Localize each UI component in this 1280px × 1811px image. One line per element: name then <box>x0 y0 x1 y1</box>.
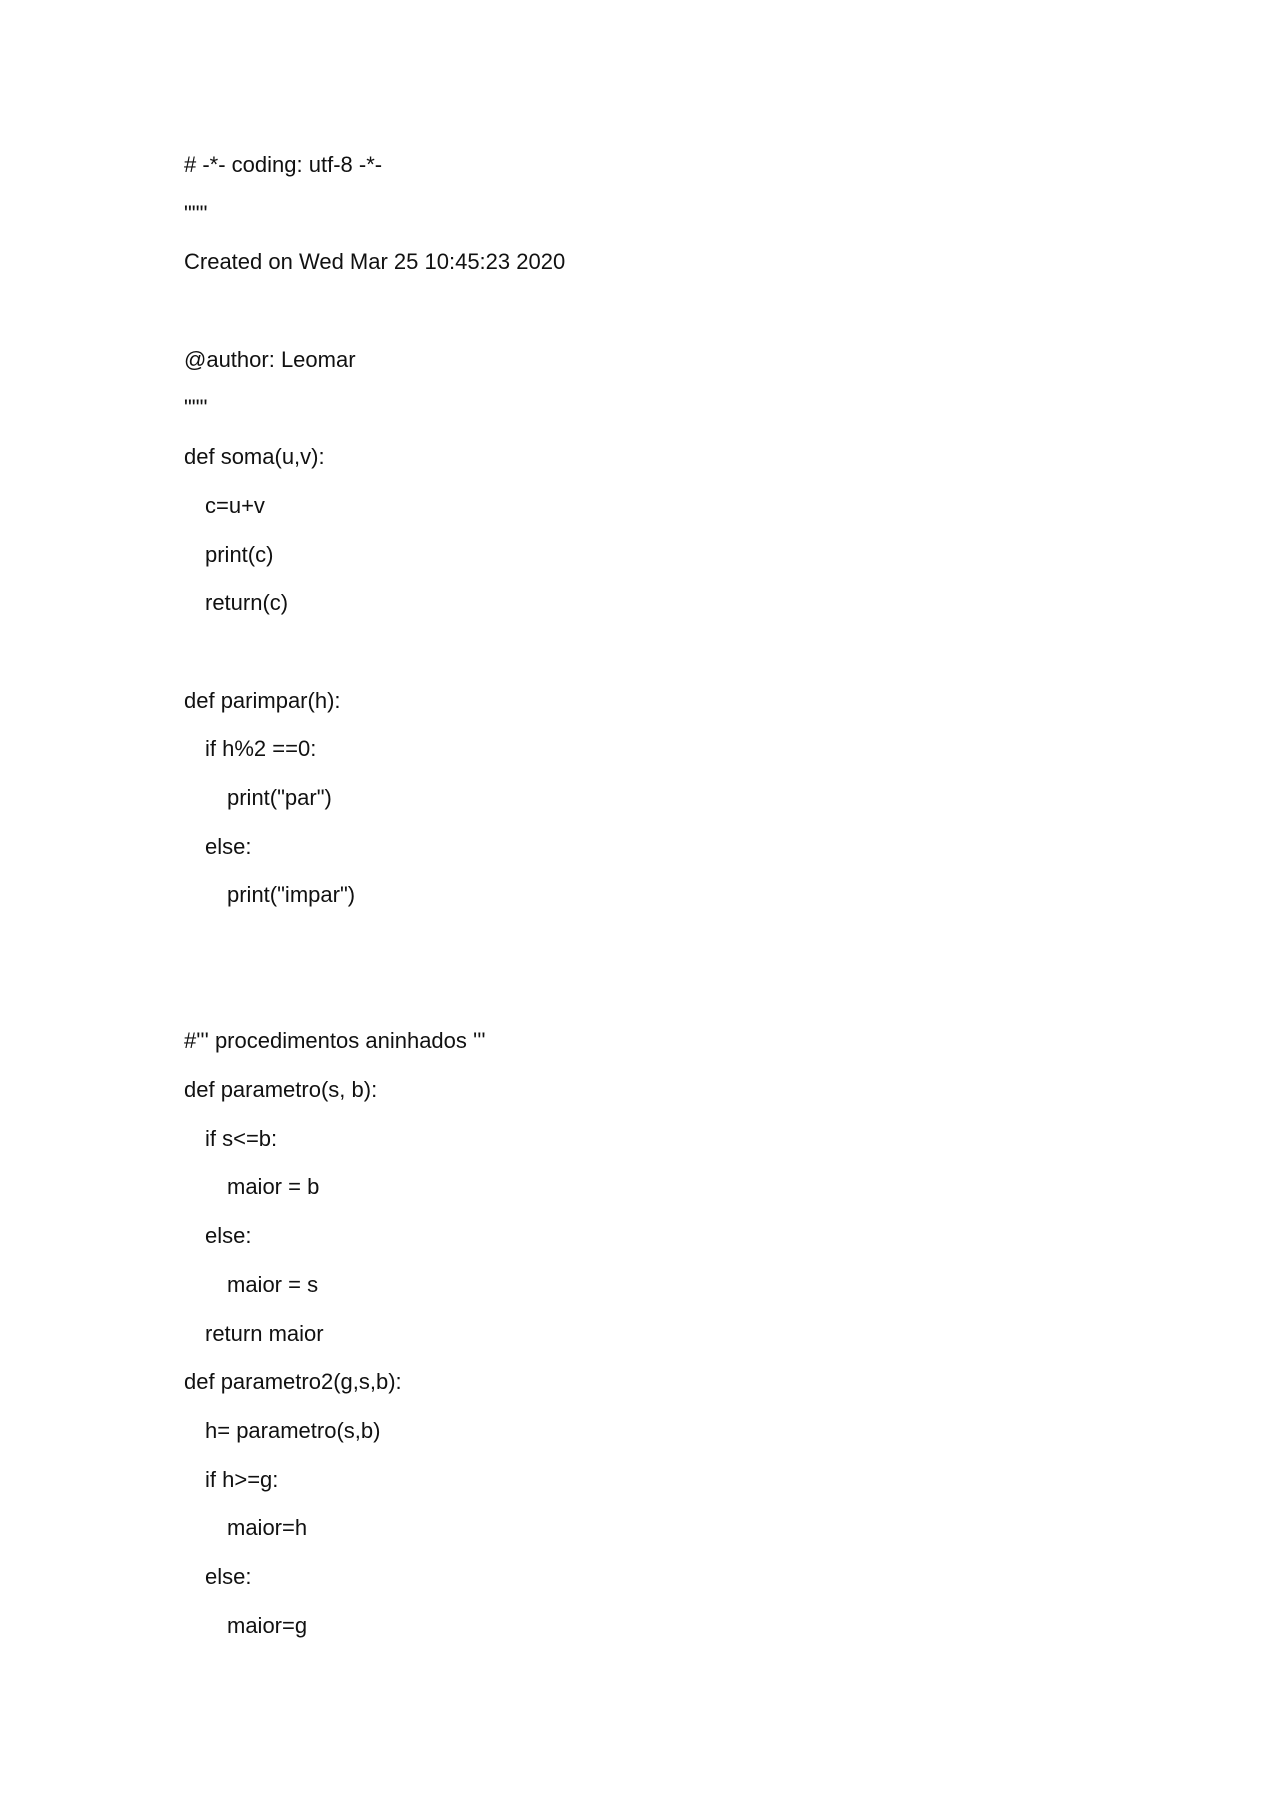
code-line: if s<=b: <box>205 1125 278 1151</box>
blank-line <box>184 930 565 979</box>
code-line: maior=h <box>227 1515 308 1541</box>
code-line: else: <box>205 1223 252 1249</box>
code-line: maior = s <box>227 1271 319 1297</box>
code-line: @author: Leomar <box>184 346 356 372</box>
blank-line <box>184 638 565 687</box>
code-line: print(c) <box>205 541 274 567</box>
code-line: maior = b <box>227 1174 320 1200</box>
code-listing <box>184 151 565 1660</box>
code-line: h= parametro(s,b) <box>205 1417 381 1443</box>
code-line: if h%2 ==0: <box>205 736 317 762</box>
code-line: return maior <box>205 1320 324 1346</box>
code-line: return(c) <box>205 590 289 616</box>
code-line: print("impar") <box>227 882 356 908</box>
blank-line <box>184 297 565 346</box>
code-line: #''' procedimentos aninhados ''' <box>184 1028 486 1054</box>
code-line: def parametro(s, b): <box>184 1077 378 1103</box>
blank-line <box>184 979 565 1028</box>
code-line: """ <box>184 200 208 226</box>
code-line: Created on Wed Mar 25 10:45:23 2020 <box>184 249 566 275</box>
code-line: c=u+v <box>205 492 265 518</box>
code-line: maior=g <box>227 1612 308 1638</box>
code-line: def parametro2(g,s,b): <box>184 1369 402 1395</box>
code-line: else: <box>205 833 252 859</box>
code-line: def soma(u,v): <box>184 444 325 470</box>
code-line: if h>=g: <box>205 1466 279 1492</box>
code-line: # -*- coding: utf-8 -*- <box>184 152 383 177</box>
code-line: print("par") <box>227 784 332 810</box>
code-line: def parimpar(h): <box>184 687 341 713</box>
code-line: else: <box>205 1563 252 1589</box>
code-line: """ <box>184 395 208 421</box>
